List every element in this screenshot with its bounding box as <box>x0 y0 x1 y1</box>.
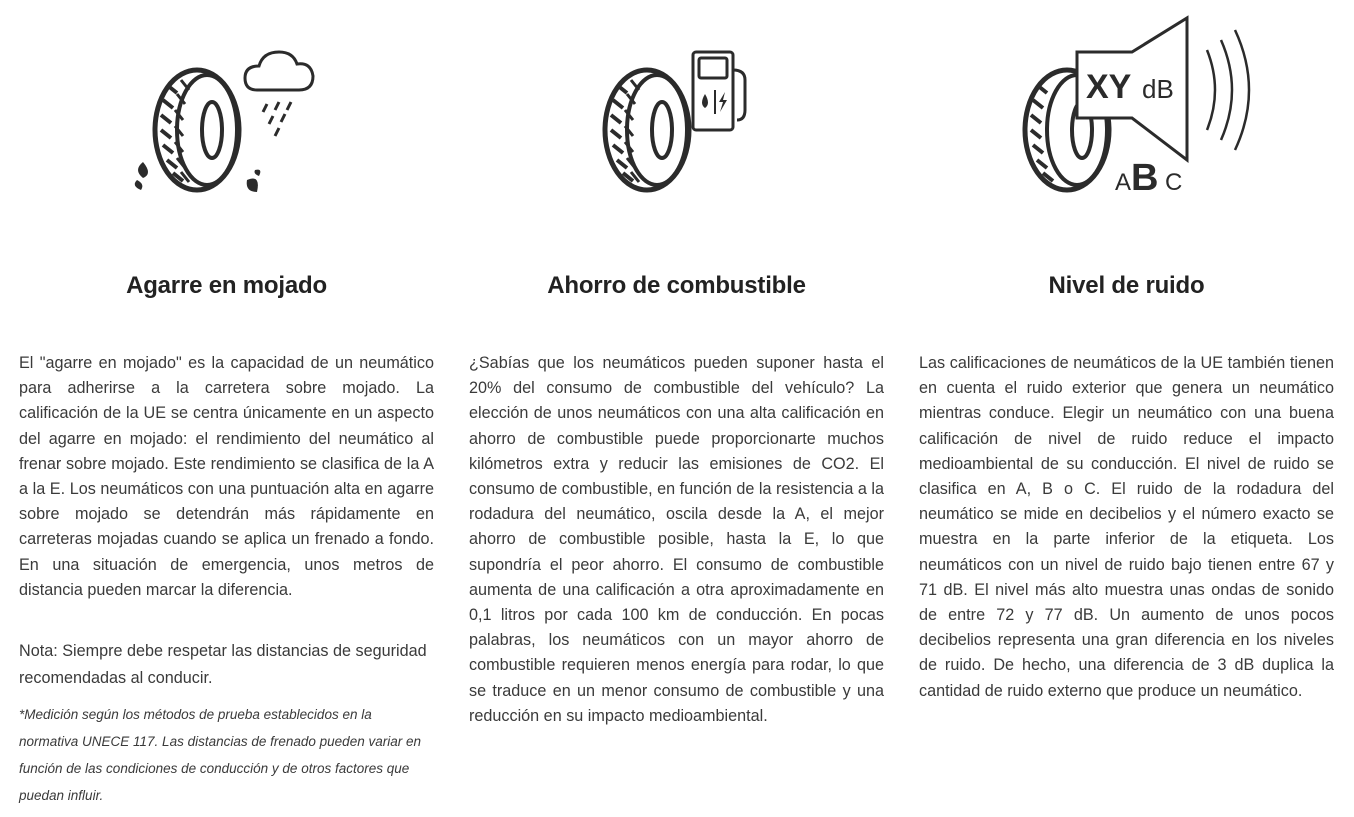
noise-class-c: C <box>1164 169 1182 196</box>
wet-grip-title: Agarre en mojado <box>126 272 327 299</box>
wet-grip-body: El "agarre en mojado" es la capacidad de un neumático para adherirse a la carretera sobre mojado. La calificación de la UE se centra únicamente en un aspecto del agarre en mojado: el rendimiento del neumático al frenar sobre mojado. Este rendimiento se clasifica de la A a la E. Los neumáticos con una puntuación alta en agarre sobre mojado se detendrán más rápidamente en carreteras mojadas cuando se aplica un frenado a fondo. En una situación de emergencia, unos metros de distancia pueden marcar la diferencia. <box>19 354 434 599</box>
tire-rain-icon <box>107 10 347 210</box>
wet-grip-footnote: *Medición según los métodos de prueba establecidos en la normativa UNECE 117. Las distancias de frenado pueden variar en función de las condiciones de conducción y de otros factores que puedan influir. <box>19 707 421 803</box>
fuel-efficiency-body: ¿Sabías que los neumáticos pueden suponer hasta el 20% del consumo de combustible del vehículo? La elección de unos neumáticos con una alta calificación en ahorro de combustible puede proporcionarte muchos kilómetros extra y reducir las emisiones de CO2. El consumo de combustible, en función de la resistencia a la rodadura del neumático, oscila desde la A, el mejor ahorro de combustible posible, hasta la E, lo que supondría el peor ahorro. El consumo de combustible aumenta de una calificación a otra aproximadamente en 0,1 litros por cada 100 km de conducción. En pocas palabras, los neumáticos con un mayor ahorro de combustible requieren menos energía para rodar, lo que se traduce en un menor consumo de combustible y una reducción en su impacto medioambiental. <box>469 354 884 725</box>
wet-grip-note: Nota: Siempre debe respetar las distancias de seguridad recomendadas al conducir. <box>19 642 427 687</box>
noise-class-b: B <box>1130 157 1158 199</box>
fuel-efficiency-title: Ahorro de combustible <box>547 272 806 299</box>
noise-level-body: Las calificaciones de neumáticos de la UE también tienen en cuenta el ruido exterior que genera un neumático mientras conduce. Elegir un neumático con una buena calificación de nivel de ruido reduce el impacto medioambiental de su conducción. El nivel de ruido se clasifica en A, B o C. El ruido de la rodadura del neumático se mide en decibelios y el número exacto se muestra en la parte inferior de la etiqueta. Los neumáticos con un nivel de ruido bajo tienen entre 67 y 71 dB. El nivel más alto muestra unas ondas de sonido de entre 72 y 77 dB. Un aumento de unos pocos decibelios representa una gran diferencia en los niveles de ruido. De hecho, una diferencia de 3 dB duplica la cantidad de ruido externo que produce un neumático. <box>919 354 1334 700</box>
noise-icon-unit: dB <box>1141 74 1174 104</box>
noise-level-title: Nivel de ruido <box>1048 272 1205 299</box>
noise-icon-value: XY <box>1085 68 1131 106</box>
tire-speaker-icon <box>997 10 1257 210</box>
tire-fuel-pump-icon <box>557 10 797 210</box>
noise-class-a: A <box>1114 169 1131 196</box>
